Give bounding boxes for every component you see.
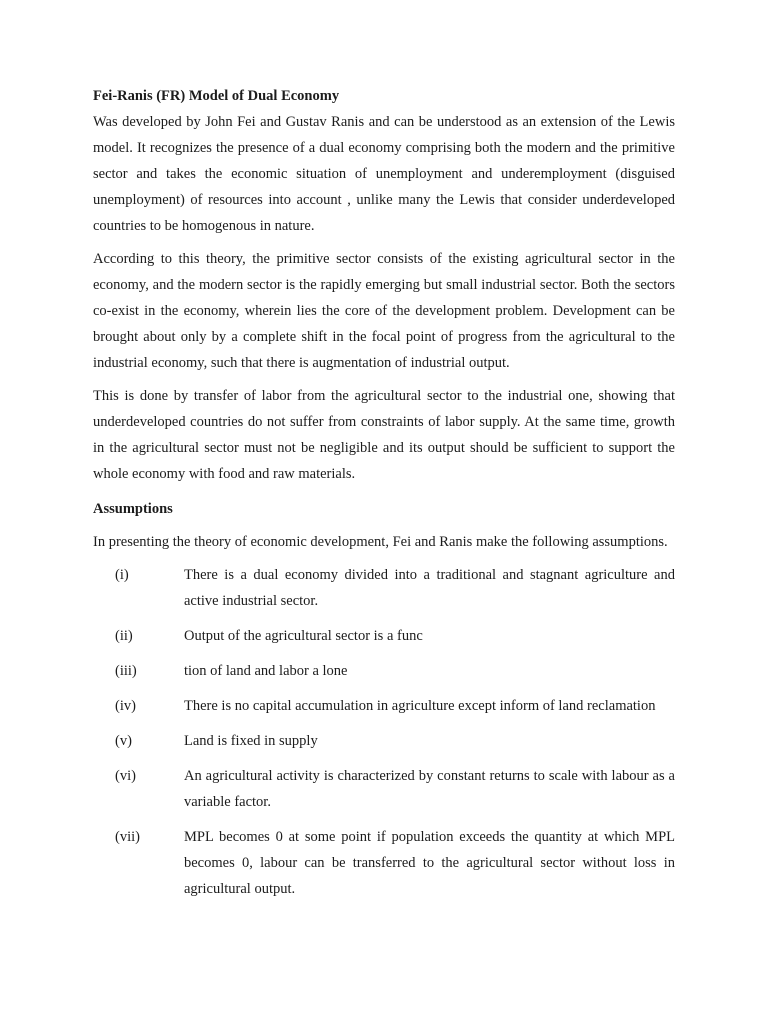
list-item (93, 562, 675, 614)
list-item-number: (vi) (115, 768, 136, 784)
list-item (93, 763, 675, 815)
list-item (93, 693, 675, 719)
list-item-text: An agricultural activity is characterized by constant returns to scale with labour as a variable factor. (184, 768, 675, 810)
list-item-text: Land is fixed in supply (184, 733, 318, 749)
list-item-text: MPL becomes 0 at some point if population exceeds the quantity at which MPL becomes 0, labour can be transferred to the agricultural sector without loss in agricultural output. (184, 829, 675, 897)
list-item-text: Output of the agricultural sector is a func (184, 628, 423, 644)
list-item (93, 623, 675, 649)
list-item (93, 824, 675, 902)
list-item-text: There is no capital accumulation in agriculture except inform of land reclamation (184, 698, 656, 714)
list-item (93, 728, 675, 754)
document-title: Fei-Ranis (FR) Model of Dual Economy (93, 88, 340, 104)
assumptions-intro: In presenting the theory of economic development, Fei and Ranis make the following assumptions. (93, 534, 668, 550)
document-page (93, 86, 675, 911)
list-item-number: (iii) (115, 663, 137, 679)
assumptions-heading: Assumptions (93, 501, 173, 517)
paragraph-labor-transfer: This is done by transfer of labor from the agricultural sector to the industrial one, showing that underdeveloped countries do not suffer from constraints of labor supply. At the same time, growth in the agricultural sector must not be negligible and its output should be sufficient to support the whole economy with food and raw materials. (93, 388, 675, 482)
list-item-number: (i) (115, 567, 129, 583)
list-item-text: tion of land and labor a lone (184, 663, 348, 679)
list-item-number: (ii) (115, 628, 133, 644)
assumptions-list (93, 562, 675, 902)
list-item-text: There is a dual economy divided into a traditional and stagnant agriculture and active industrial sector. (184, 567, 675, 609)
list-item-number: (vii) (115, 829, 140, 845)
list-item (93, 658, 675, 684)
paragraph-theory: According to this theory, the primitive sector consists of the existing agricultural sector in the economy, and the modern sector is the rapidly emerging but small industrial sector. Both the sectors co-exist in the economy, wherein lies the core of the development problem. Development can be brought about only by a complete shift in the focal point of progress from the agricultural to the industrial economy, such that there is augmentation of industrial output. (93, 251, 675, 371)
list-item-number: (v) (115, 733, 132, 749)
paragraph-intro: Was developed by John Fei and Gustav Ranis and can be understood as an extension of the Lewis model. It recognizes the presence of a dual economy comprising both the modern and the primitive sector and takes the economic situation of unemployment and underemployment (disguised unemployment) of resources into account , unlike many the Lewis that consider underdeveloped countries to be homogenous in nature. (93, 114, 675, 234)
list-item-number: (iv) (115, 698, 136, 714)
